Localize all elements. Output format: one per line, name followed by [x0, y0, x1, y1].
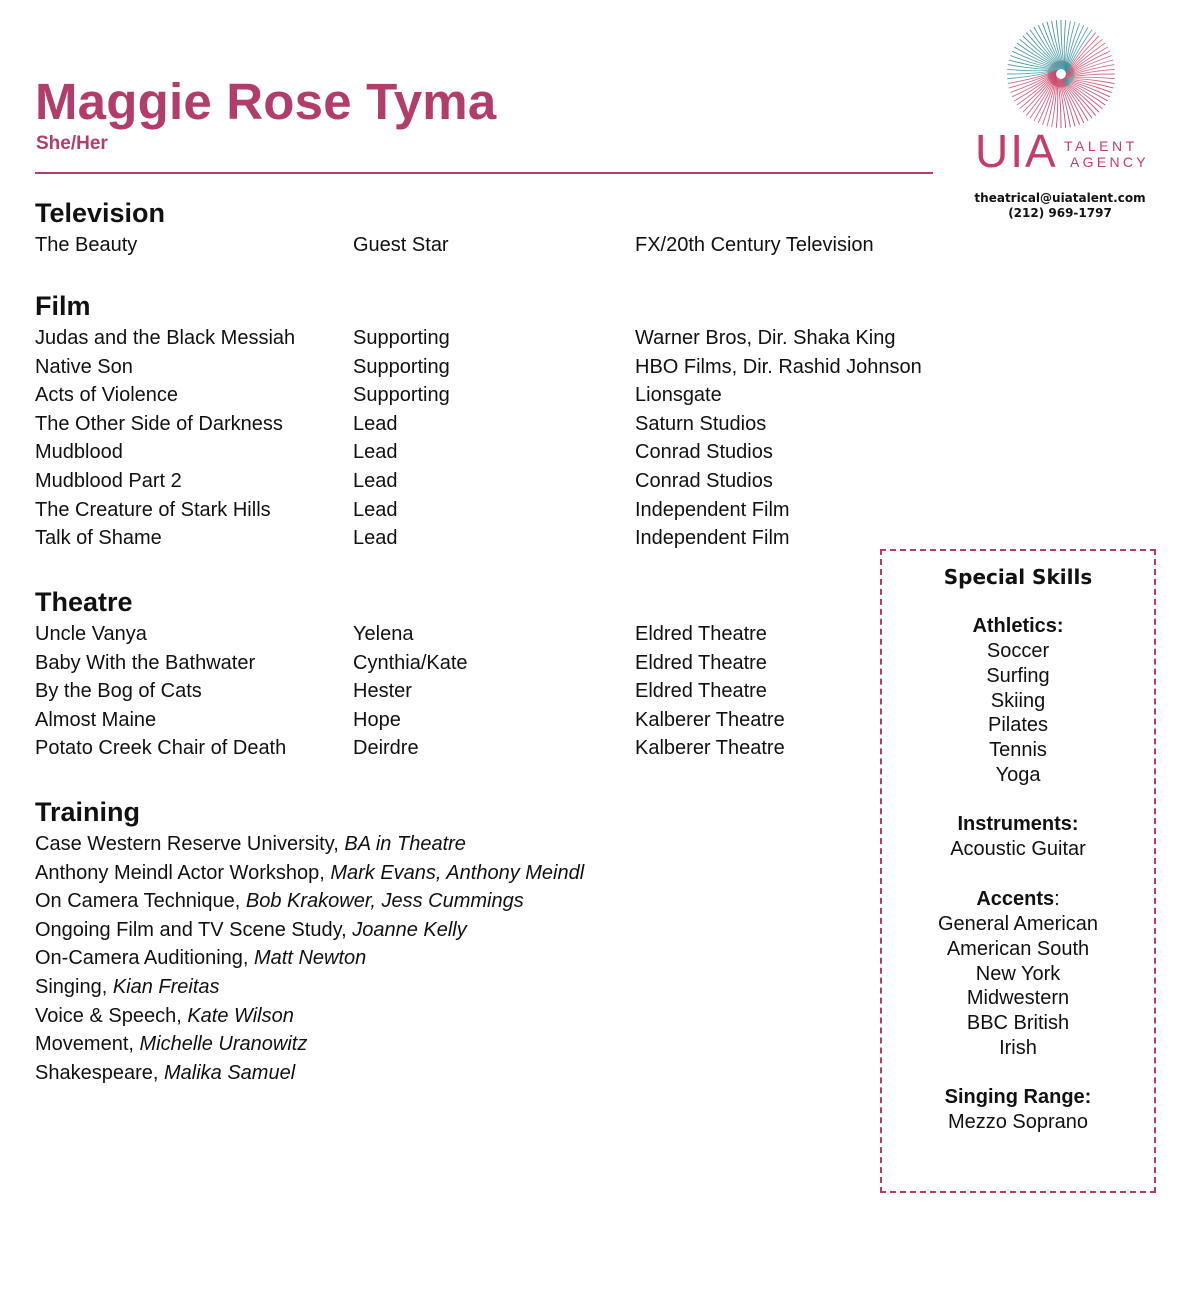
training-instructor: Joanne Kelly [352, 918, 467, 941]
training-instructor: Michelle Uranowitz [139, 1033, 308, 1056]
theatre-credit-row [35, 623, 955, 651]
credit-company: Lionsgate [635, 384, 722, 407]
credit-role: Hester [353, 680, 412, 703]
training-item [35, 862, 584, 885]
training-item [35, 1062, 295, 1085]
skill-item: General American [937, 913, 1099, 935]
credit-role: Supporting [353, 355, 450, 378]
special-skills-box [880, 549, 1156, 1193]
training-item [35, 919, 467, 942]
training-instructor: Matt Newton [254, 947, 367, 970]
credit-role: Lead [353, 441, 398, 464]
training-program: Shakespeare, [35, 1061, 164, 1084]
skill-item: New York [975, 962, 1061, 985]
special-skills-title: Special Skills [943, 565, 1093, 589]
credit-title: Mudblood Part 2 [35, 470, 182, 492]
credit-role: Supporting [353, 327, 450, 349]
training-program: Ongoing Film and TV Scene Study, [35, 918, 353, 941]
logo-text-talent: TALENT [1064, 138, 1138, 154]
credit-company: FX/20th Century Television [635, 234, 874, 256]
skill-item: Surfing [986, 664, 1050, 687]
credit-role: Deirdre [353, 737, 419, 760]
agency-phone[interactable]: (212) 969-1797 [1008, 206, 1112, 220]
singing-range-heading: Singing Range: [944, 1086, 1092, 1108]
credit-title: The Creature of Stark Hills [35, 498, 271, 521]
film-credit-row [35, 499, 955, 527]
credit-company: Kalberer Theatre [635, 737, 785, 760]
logo-text-agency: AGENCY [1070, 154, 1149, 170]
film-credit-row [35, 413, 955, 441]
training-item [35, 1005, 294, 1028]
credit-title: Potato Creek Chair of Death [35, 737, 287, 760]
actor-name: Maggie Rose Tyma [35, 73, 497, 130]
accents-heading [882, 888, 1154, 911]
theatre-credit-row [35, 737, 955, 765]
credit-company: Eldred Theatre [635, 680, 767, 703]
credit-title: Native Son [35, 355, 133, 378]
skill-item: Soccer [986, 640, 1050, 662]
credit-company: Independent Film [635, 527, 790, 550]
training-item [35, 890, 524, 913]
credit-role: Cynthia/Kate [353, 651, 468, 674]
credit-role: Lead [353, 470, 398, 492]
section-title-training: Training [35, 797, 141, 827]
training-program: On-Camera Auditioning, [35, 947, 255, 970]
training-item [35, 976, 220, 999]
logo-text-uia: UIA [975, 125, 1058, 177]
television-credit-row [35, 234, 955, 262]
accents-heading-label: Accents [976, 888, 1055, 910]
skill-item: Skiing [990, 689, 1046, 712]
training-program: Anthony Meindl Actor Workshop, [35, 861, 331, 884]
skill-item: Midwestern [966, 987, 1070, 1010]
skill-item: BBC British [966, 1012, 1070, 1035]
credit-title: Almost Maine [35, 708, 157, 731]
training-program: Case Western Reserve University, [35, 833, 345, 855]
training-item [35, 833, 466, 856]
film-credit-row [35, 327, 955, 355]
credit-title: The Other Side of Darkness [35, 412, 283, 435]
credit-title: The Beauty [35, 234, 138, 256]
credit-company: Conrad Studios [635, 441, 773, 464]
credit-title: Talk of Shame [35, 527, 162, 550]
training-instructor: Kate Wilson [187, 1004, 294, 1027]
credit-company: Saturn Studios [635, 412, 767, 435]
credit-company: Warner Bros, Dir. Shaka King [635, 327, 896, 349]
credit-title: Uncle Vanya [35, 623, 147, 645]
film-credit-row [35, 356, 955, 384]
credit-company: Conrad Studios [635, 470, 773, 492]
skill-item: American South [946, 937, 1090, 960]
training-program: Movement, [35, 1033, 140, 1056]
skill-item: Mezzo Soprano [947, 1111, 1089, 1133]
credit-role: Hope [353, 708, 401, 731]
training-instructor: Mark Evans, Anthony Meindl [330, 861, 585, 884]
training-program: On Camera Technique, [35, 890, 246, 913]
credit-role: Yelena [353, 623, 414, 645]
credit-role: Lead [353, 412, 398, 435]
film-credit-row [35, 527, 955, 555]
pronouns: She/Her [36, 133, 108, 154]
film-credit-row [35, 384, 955, 412]
training-program: Singing, [35, 976, 113, 998]
credit-company: Eldred Theatre [635, 651, 767, 674]
accents-heading-colon: : [1054, 888, 1060, 910]
training-item [35, 1033, 307, 1056]
section-title-theatre: Theatre [35, 587, 133, 617]
film-credit-row [35, 441, 955, 469]
training-instructor: Kian Freitas [112, 976, 220, 998]
training-item [35, 947, 366, 970]
credit-company: Independent Film [635, 498, 790, 521]
agency-email[interactable]: theatrical@uiatalent.com [974, 191, 1146, 205]
credit-title: Baby With the Bathwater [35, 651, 256, 674]
skill-item: Pilates [987, 714, 1049, 737]
training-instructor: BA in Theatre [344, 833, 466, 855]
section-title-television: Television [35, 198, 166, 228]
header-divider [35, 172, 933, 174]
skill-item: Yoga [995, 764, 1041, 786]
skill-item: Irish [999, 1037, 1037, 1059]
skill-item: Tennis [989, 739, 1047, 762]
credit-title: Judas and the Black Messiah [35, 327, 296, 349]
credit-role: Supporting [353, 384, 450, 407]
training-program: Voice & Speech, [35, 1004, 188, 1027]
theatre-credit-row [35, 652, 955, 680]
credit-company: Eldred Theatre [635, 623, 767, 645]
theatre-credit-row [35, 680, 955, 708]
credit-role: Lead [353, 498, 398, 521]
credit-title: By the Bog of Cats [35, 680, 202, 703]
credit-company: HBO Films, Dir. Rashid Johnson [635, 355, 922, 378]
athletics-heading: Athletics: [972, 615, 1064, 637]
film-credit-row [35, 470, 955, 498]
training-instructor: Bob Krakower, Jess Cummings [245, 890, 524, 913]
credit-role: Lead [353, 527, 398, 550]
credit-company: Kalberer Theatre [635, 708, 785, 731]
training-instructor: Malika Samuel [163, 1061, 296, 1084]
credit-title: Mudblood [35, 441, 123, 464]
instruments-heading: Instruments: [957, 813, 1079, 835]
skill-item: Acoustic Guitar [950, 838, 1086, 860]
credit-role: Guest Star [353, 234, 449, 256]
credit-title: Acts of Violence [35, 384, 179, 407]
theatre-credit-row [35, 709, 955, 737]
section-title-film: Film [35, 291, 91, 321]
